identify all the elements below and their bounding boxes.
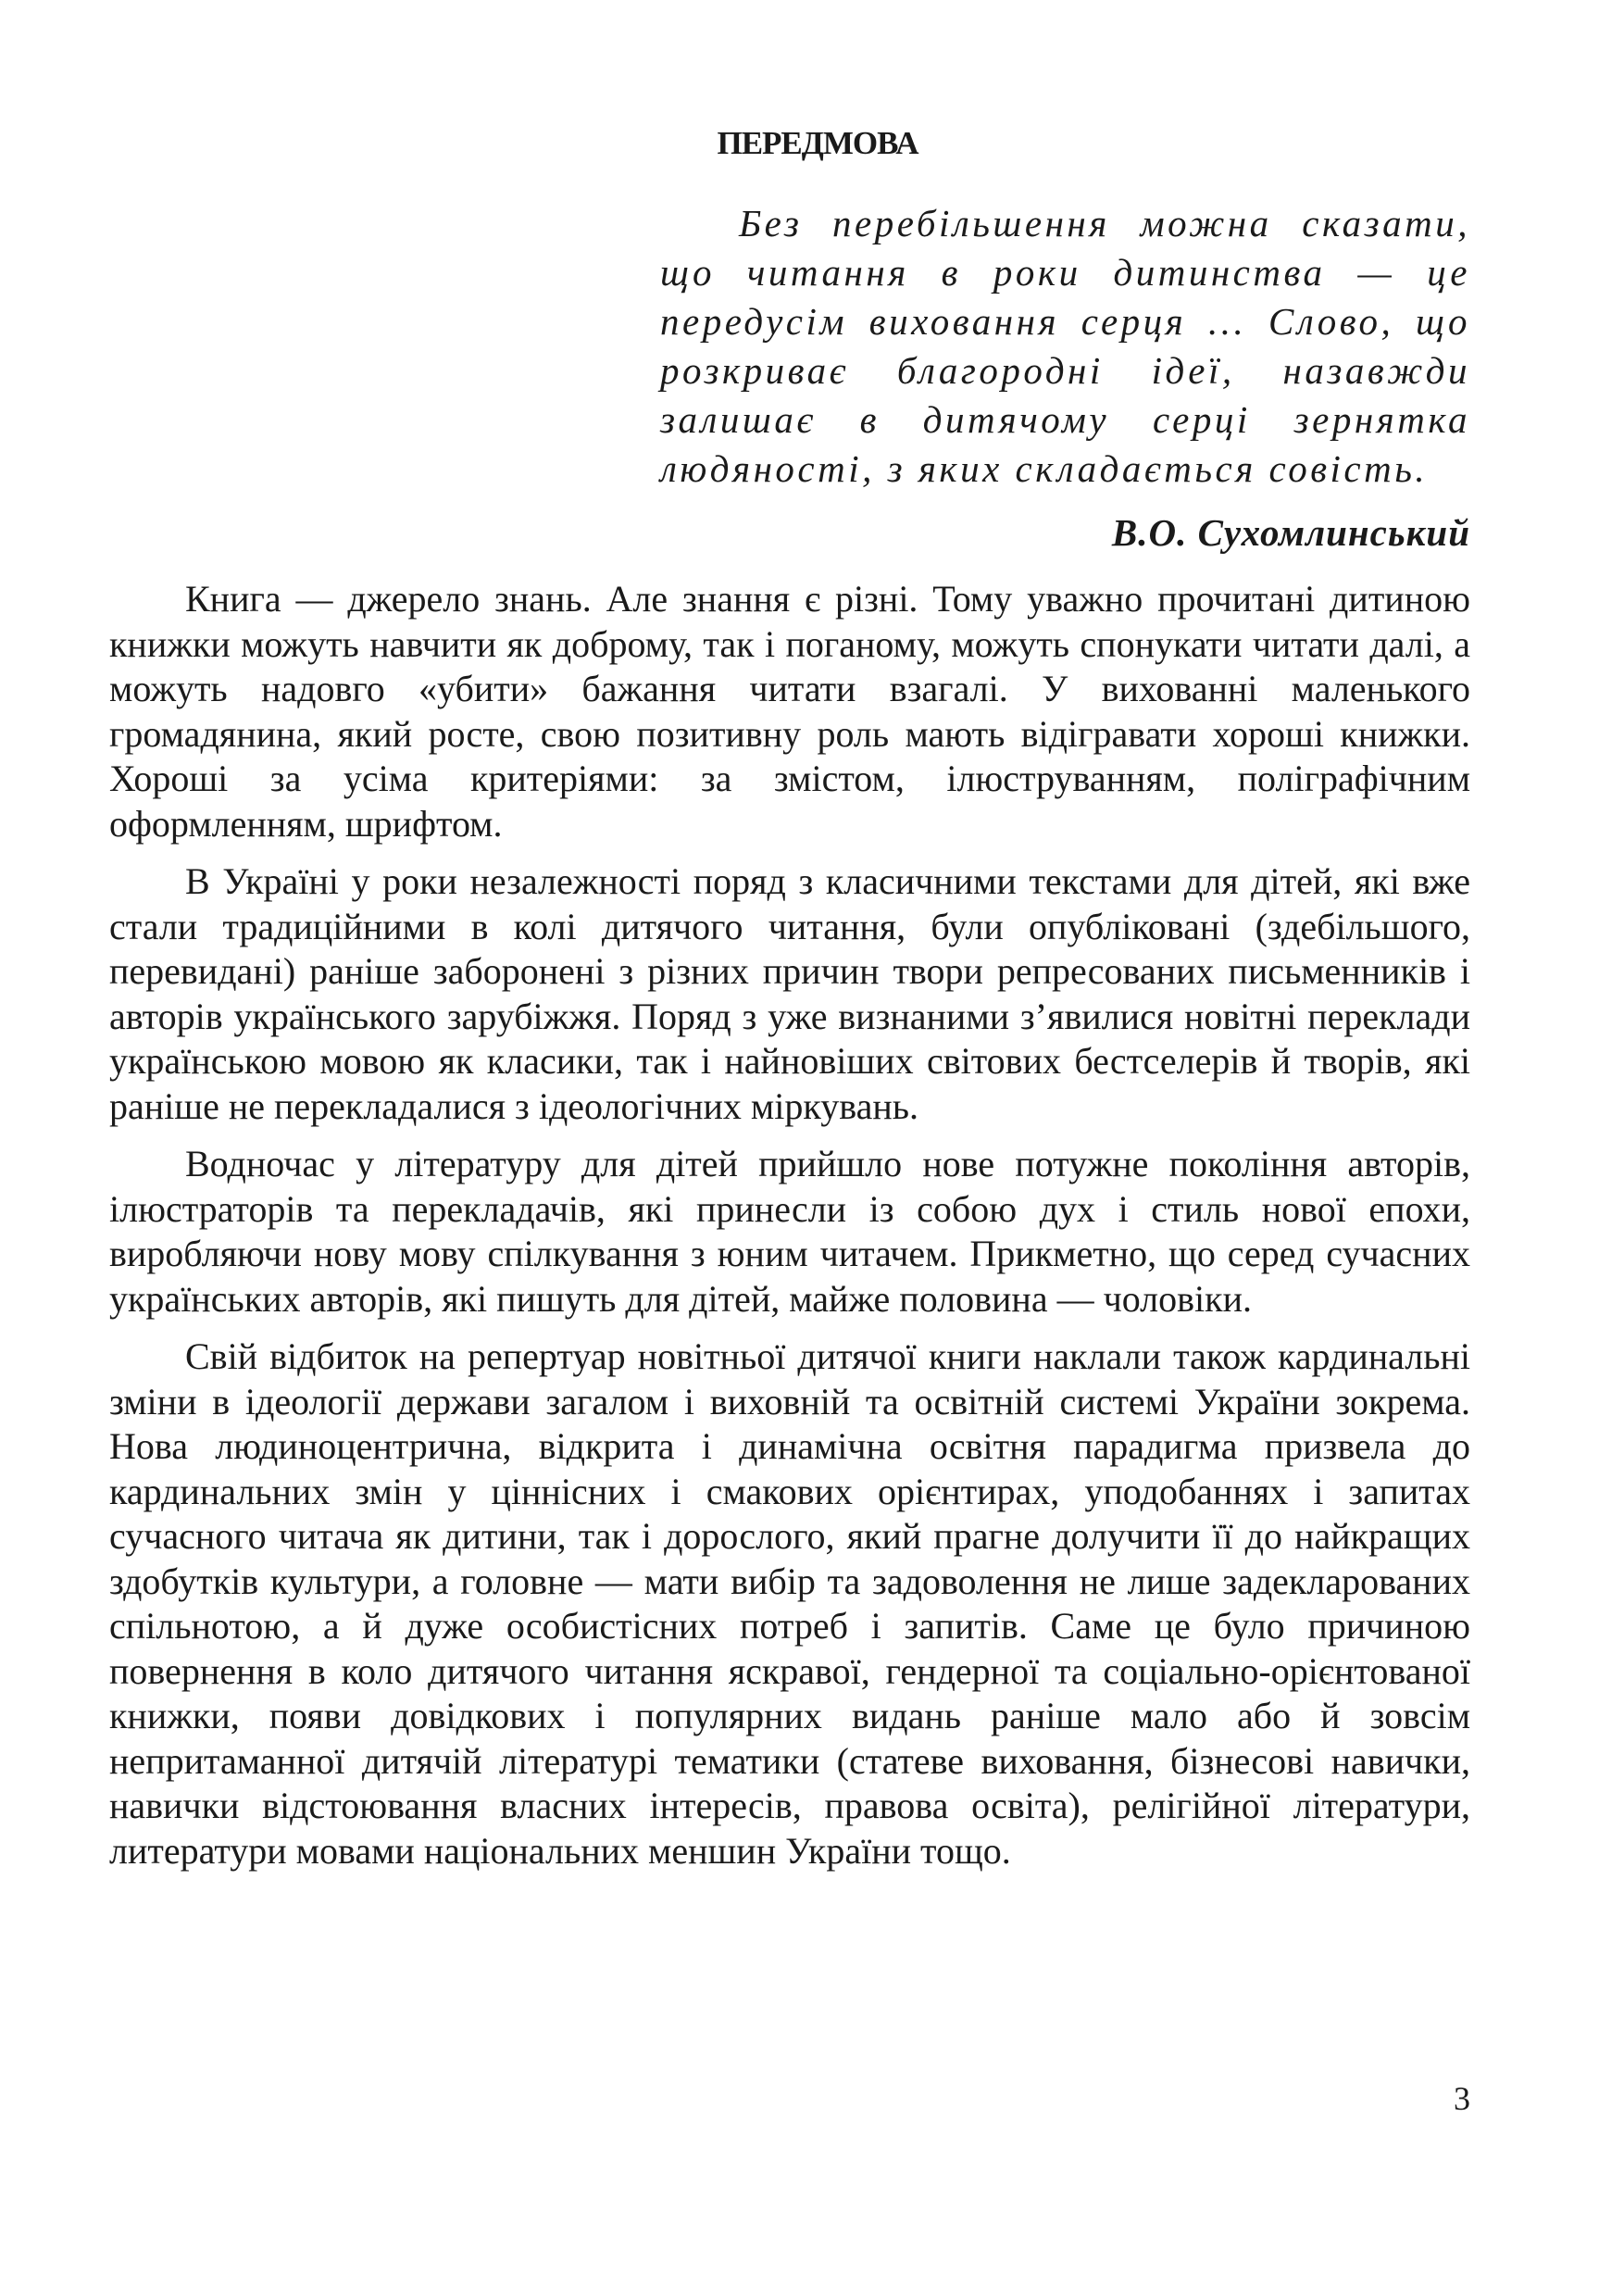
epigraph xyxy=(660,199,1470,555)
epigraph-author: В.О. Сухомлинський xyxy=(1111,511,1470,554)
body-text xyxy=(109,577,1470,1873)
document-page xyxy=(109,125,1470,1886)
paragraph: В Україні у роки незалежності поряд з класичними текстами для дітей, які вже стали традиційними в колі дитячого читання, були опубліковані (здебільшого, перевидані) раніше заборонені з різних причин твори репресованих письменників і авторів українського зарубіжжя. Поряд з уже визнаними з’явилися новітні переклади українською мовою як класики, так і найновіших світових бестселерів й творів, які раніше не перекладалися з ідеологічних міркувань. xyxy=(109,860,1470,1127)
page-number: 3 xyxy=(1454,2080,1470,2117)
paragraph: Водночас у літературу для дітей прийшло нове потужне покоління авторів, ілюстраторів та перекладачів, які принесли із собою дух і стиль нової епохи, виробляючи нову мову спілкування з юним читачем. Прикметно, що серед сучасних українських авторів, які пишуть для дітей, майже половина — чоловіки. xyxy=(109,1143,1470,1320)
page-title: ПЕРЕДМОВА xyxy=(717,125,918,161)
paragraph: Книга — джерело знань. Але знання є різні. Тому уважно прочитані дитиною книжки можуть навчити як доброму, так і поганому, можуть спонукати читати далі, а можуть надовго «убити» бажання читати взагалі. У вихованні маленького громадянина, який росте, свою позитивну роль мають відігравати хороші книжки. Хороші за усіма критеріями: за змістом, ілюструванням, поліграфічним оформленням, шрифтом. xyxy=(109,578,1470,845)
epigraph-text: Без перебільшення можна сказати, що читання в роки дитинства — це передусім виховання серця ... Слово, що розкриває благородні ідеї, назавжди залишає в дитячому серці зернятка людяності, з яких складається совість. xyxy=(660,202,1470,490)
paragraph: Свій відбиток на репертуар новітньої дитячої книги наклали також кардинальні зміни в ідеології держави загалом і виховній та освітній системі України зокрема. Нова людиноцентрична, відкрита і динамічна освітня парадигма призвела до кардинальних змін у ціннісних і смакових орієнтирах, уподобаннях і запитах сучасного читача як дитини, так і дорослого, який прагне долучити її до найкращих здобутків культури, а головне — мати вибір та задоволення не лише задекларованих спільнотою, а й дуже особистісних потреб і запитів. Саме це було причиною повернення в коло дитячого читання яскравої, гендерної та соціально-орієнтованої книжки, появи довідкових і популярних видань раніше мало або й зовсім непритаманної дитячій літературі тематики (статеве виховання, бізнесові навички, навички відстоювання власних інтересів, правова освіта), релігійної літератури, литератури мовами національних меншин України тощо. xyxy=(109,1335,1470,1872)
